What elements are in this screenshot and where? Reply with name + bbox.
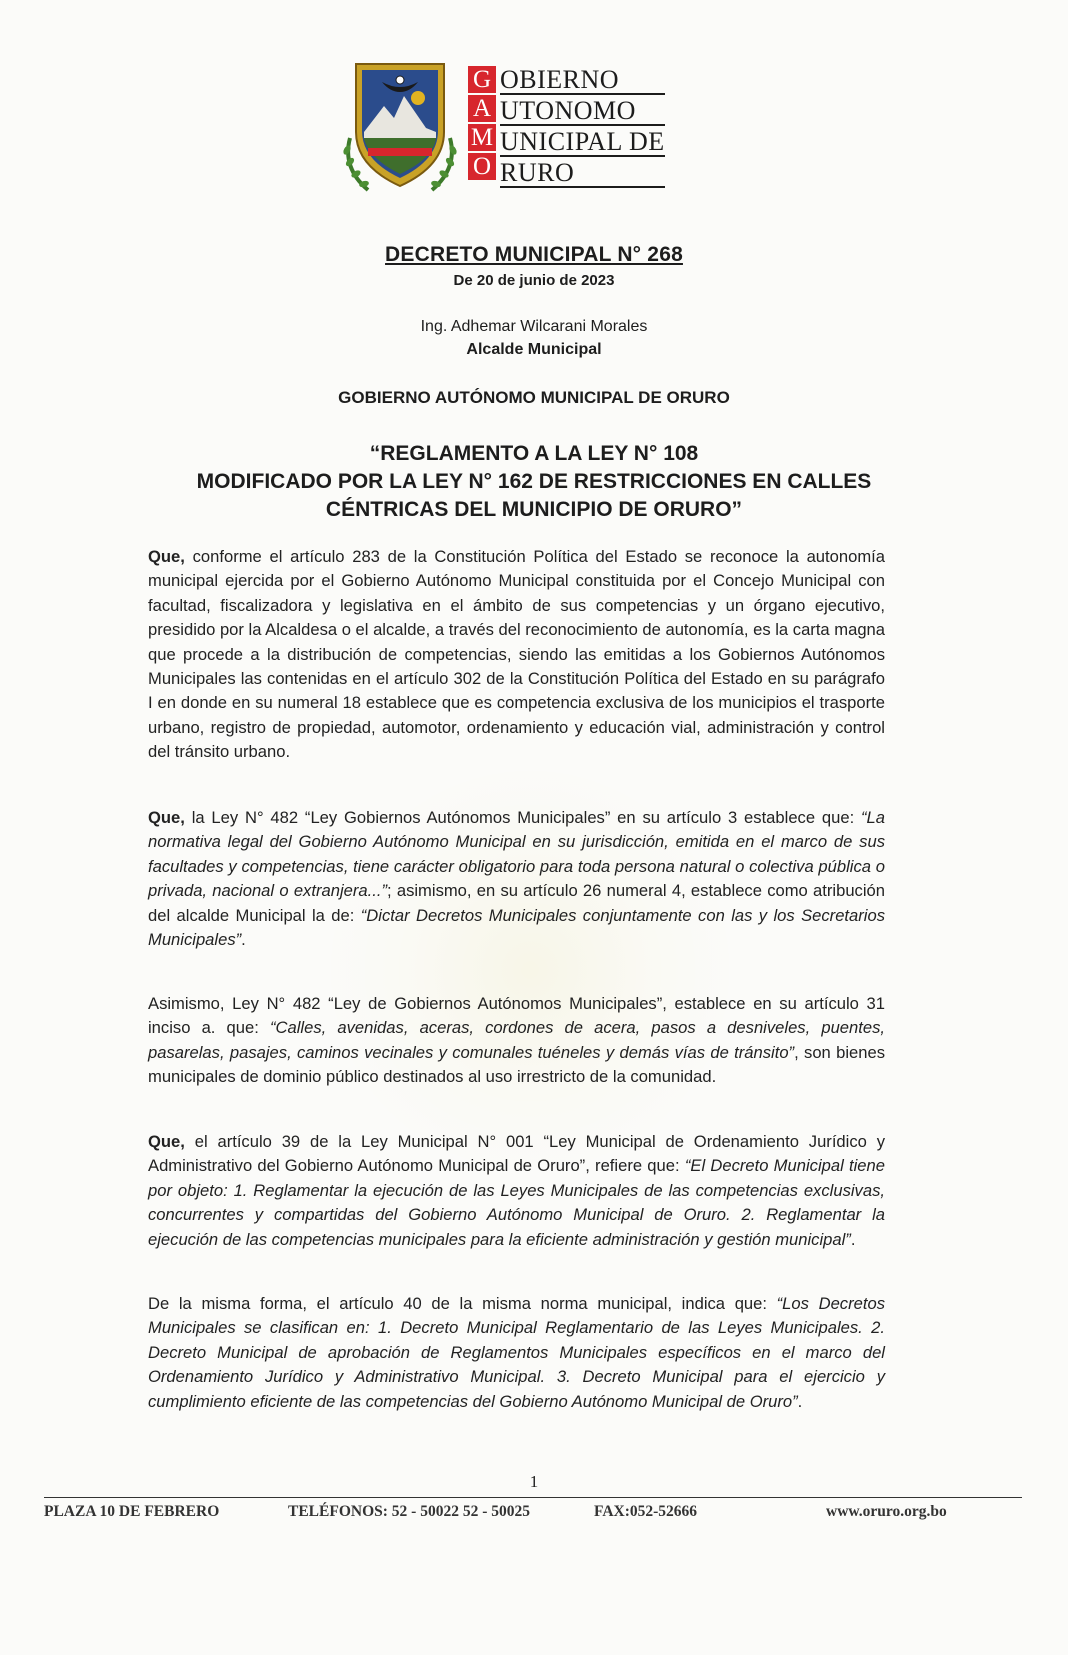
regulation-title-line: CÉNTRICAS DEL MUNICIPIO DE ORURO” bbox=[325, 498, 743, 521]
paragraph-constitution bbox=[148, 545, 885, 765]
footer-divider bbox=[44, 1497, 1022, 1498]
emblem-word: RURO bbox=[500, 159, 665, 188]
paragraph-lead: Que, bbox=[148, 808, 185, 827]
paragraph-text: la Ley N° 482 “Ley Gobiernos Autónomos Municipales” en su artículo 3 establece que: bbox=[184, 808, 862, 827]
paragraph-text: el artículo 39 de la Ley Municipal N° 001 “Ley Municipal de Ordenamiento Jurídico y Administrativo del Gobierno Autónomo Municipal de Oruro”, refiere que: bbox=[148, 1132, 885, 1176]
footer-phones: TELÉFONOS: 52 - 50022 52 - 50025 bbox=[288, 1503, 530, 1520]
municipal-logo bbox=[338, 58, 738, 198]
paragraph-article-39 bbox=[148, 1130, 885, 1252]
emblem-letter: G bbox=[468, 66, 496, 93]
page-number: 1 bbox=[529, 1472, 539, 1491]
paragraph-quote: “Dictar Decretos Municipales conjuntamente con las y los Secretarios Municipales” bbox=[148, 905, 886, 950]
paragraph-text: . bbox=[241, 930, 246, 950]
paragraph-article-31 bbox=[148, 992, 885, 1090]
paragraph-quote: “Los Decretos Municipales se clasifican en: 1. Decreto Municipal Reglamentario de las Leyes Municipales. 2. Decreto Municipal de aprobación de Reglamentos Municipales específicos en el marco del Ordenamiento Jurídico y Administrativo Municipal. 3. Decreto Municipal para el ejercicio y cumplimiento eficiente de las competencias del Gobierno Autónomo Municipal de Oruro” bbox=[148, 1294, 885, 1411]
regulation-title-line: MODIFICADO POR LA LEY N° 162 DE RESTRICCIONES EN CALLES bbox=[196, 470, 872, 493]
decree-title: DECRETO MUNICIPAL N° 268 bbox=[385, 243, 683, 266]
emblem-word: UNICIPAL DE bbox=[500, 127, 665, 156]
regulation-title-line: “REGLAMENTO A LA LEY N° 108 bbox=[369, 442, 699, 465]
emblem-letter: A bbox=[468, 95, 496, 122]
emblem-word: UTONOMO bbox=[500, 97, 665, 126]
regulation-title bbox=[0, 440, 1068, 524]
paragraph-text: Asimismo, Ley N° 482 “Ley de Gobiernos Autónomos Municipales”, establece en su artículo 31 inciso a. que: bbox=[148, 994, 885, 1038]
paragraph-lead: Que, bbox=[148, 547, 185, 566]
footer-website: www.oruro.org.bo bbox=[826, 1503, 947, 1520]
decree-date: De 20 de junio de 2023 bbox=[453, 272, 615, 289]
footer-address: PLAZA 10 DE FEBRERO bbox=[44, 1503, 220, 1520]
emblem-letter-column bbox=[468, 66, 496, 182]
footer-fax: FAX:052-52666 bbox=[594, 1503, 698, 1520]
paragraph-text: . bbox=[797, 1391, 803, 1411]
paragraph-law-482 bbox=[148, 806, 885, 952]
coat-of-arms-icon bbox=[338, 58, 462, 198]
paragraph-quote: “La normativa legal del Gobierno Autónomo Municipal en su jurisdicción, emitida en el marco de sus facultades y competencias, tiene carácter obligatorio para toda persona natural o colectiva pública o privada, nacional o extranjera...” bbox=[148, 808, 885, 901]
paragraph-text: De la misma forma, el artículo 40 de la misma norma municipal, indica que: bbox=[148, 1294, 777, 1313]
paragraph-text: ; asimismo, en su artículo 26 numeral 4, establece como atribución del alcalde Municipal la de: bbox=[148, 881, 885, 925]
paragraph-article-40 bbox=[148, 1292, 885, 1414]
mayor-role: Alcalde Municipal bbox=[466, 341, 602, 358]
paragraph-quote: “Calles, avenidas, aceras, cordones de acera, pasos a desniveles, puentes, pasarelas, pasajes, caminos vecinales y comunales tuéneles y demás vías de tránsito” bbox=[148, 1018, 886, 1062]
emblem-word: OBIERNO bbox=[500, 66, 665, 95]
paragraph-text: conforme el artículo 283 de la Constitución Política del Estado se reconoce la autonomía municipal ejercida por el Gobierno Autónomo Municipal constituida por el Concejo Municipal con facultad, fiscalizadora y legislativa en el ámbito de sus competencias y un órgano ejecutivo, presidido por la Alcaldesa o el alcalde, a través del reconocimiento de autonomía, es la carta magna que procede a la distribución de competencias, siendo las emitidas a los Gobiernos Autónomos Municipales las contenidas en el artículo 302 de la Constitución Política del Estado en su parágrafo I en donde en su numeral 18 establece que es competencia exclusiva de los municipios el trasporte urbano, registro de propiedad, automotor, ordenamiento y educación vial, administración y control del tránsito urbano. bbox=[148, 547, 886, 762]
emblem-letter: O bbox=[468, 153, 496, 180]
emblem-letter: M bbox=[468, 124, 496, 151]
paragraph-text: , son bienes municipales de dominio público destinados al uso irrestricto de la comunidad. bbox=[148, 1042, 885, 1087]
emblem-wordmark bbox=[500, 66, 665, 190]
government-name: GOBIERNO AUTÓNOMO MUNICIPAL DE ORURO bbox=[338, 388, 730, 407]
paragraph-lead: Que, bbox=[148, 1132, 185, 1151]
mayor-name: Ing. Adhemar Wilcarani Morales bbox=[420, 318, 648, 335]
paragraph-text: . bbox=[850, 1229, 856, 1249]
paragraph-quote: “El Decreto Municipal tiene por objeto: 1. Reglamentar la ejecución de las Leyes Municipales de las competencias exclusivas, concurrentes y compartidas del Gobierno Autónomo Municipal de Oruro. 2. Reglamentar la ejecución de las competencias municipales para la eficiente administración y gestión municipal” bbox=[148, 1156, 885, 1249]
